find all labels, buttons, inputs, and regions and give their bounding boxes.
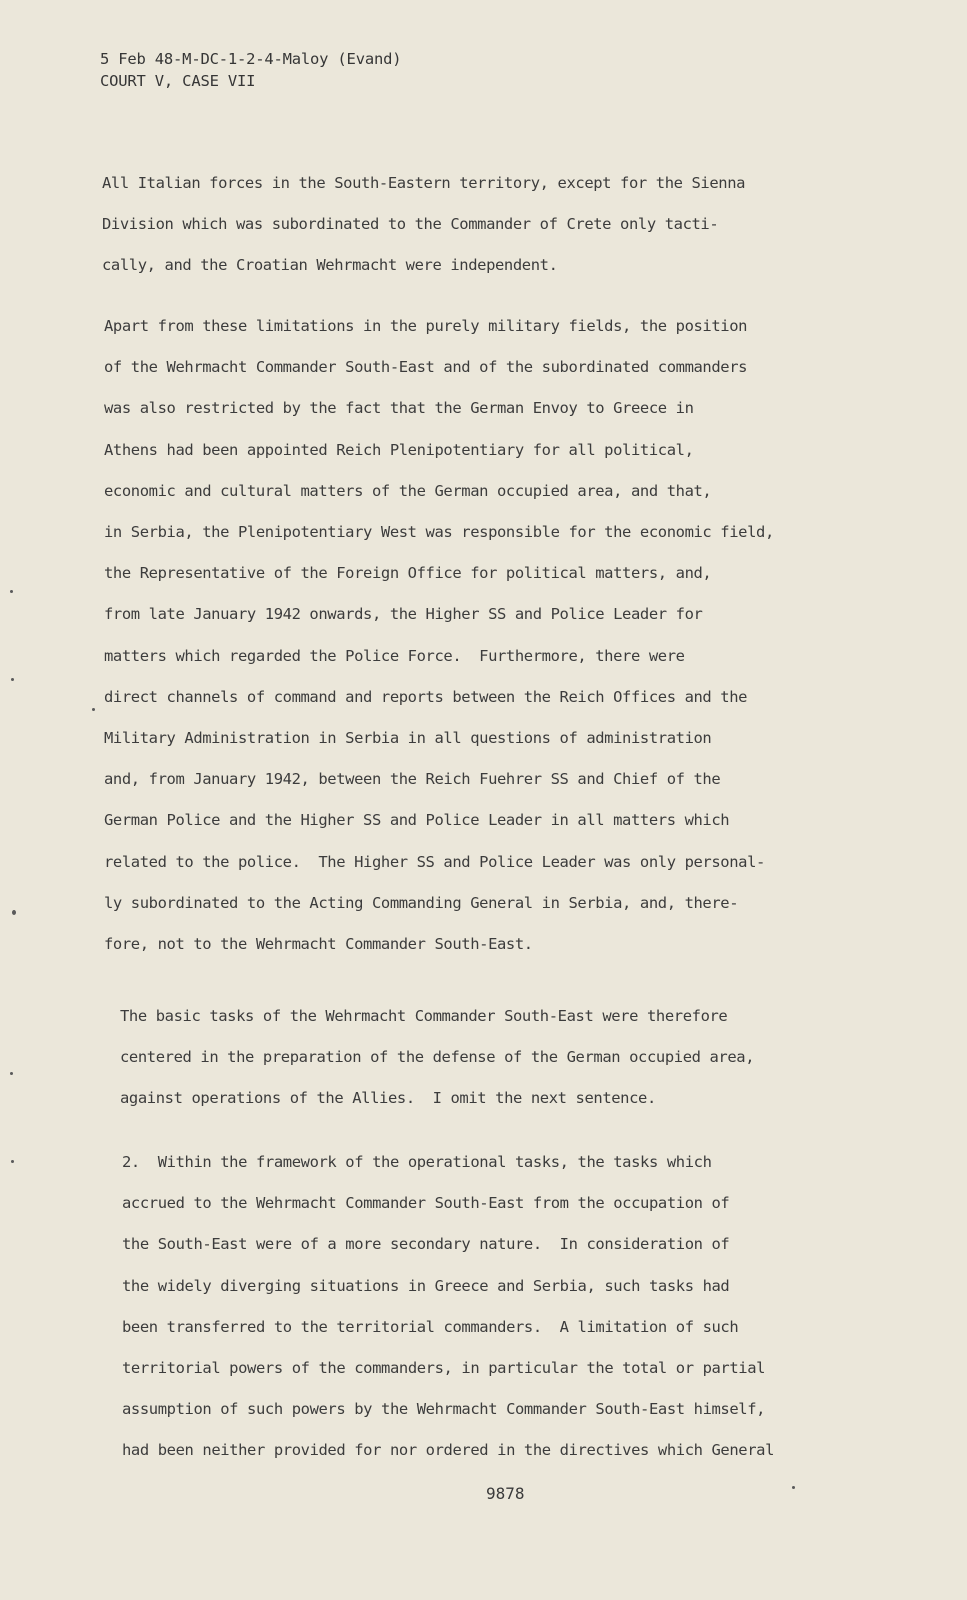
header-reference-line: 5 Feb 48-M-DC-1-2-4-Maloy (Evand) [100,50,402,68]
text-line: been transferred to the territorial commanders. A limitation of such [122,1317,739,1336]
margin-speck [11,678,14,681]
text-line: of the Wehrmacht Commander South-East and of the subordinated commanders [104,358,748,377]
text-line: centered in the preparation of the defense of the German occupied area, [120,1048,755,1067]
text-line: Division which was subordinated to the Commander of Crete only tacti- [102,215,719,234]
text-line: accrued to the Wehrmacht Commander South-East from the occupation of [122,1194,730,1213]
text-line: cally, and the Croatian Wehrmacht were independent. [102,256,558,275]
margin-speck [11,1160,14,1163]
paragraph-limitations [104,306,894,965]
text-line: the South-East were of a more secondary nature. In consideration of [122,1235,730,1254]
text-line: economic and cultural matters of the German occupied area, and that, [104,481,712,500]
page-number: 9878 [486,1484,525,1503]
text-line: the Representative of the Foreign Office for political matters, and, [104,564,712,583]
text-line: All Italian forces in the South-Eastern territory, except for the Sienna [102,174,746,192]
margin-speck [92,708,95,711]
margin-speck [792,1486,795,1489]
header-court-case-line: COURT V, CASE VII [100,72,256,90]
text-line: ly subordinated to the Acting Commanding General in Serbia, and, there- [104,893,739,912]
paragraph-italian-forces [102,163,892,287]
paragraph-section-2 [122,1142,912,1472]
text-line: The basic tasks of the Wehrmacht Commander South-East were therefore [120,1007,728,1025]
margin-speck [10,590,13,593]
text-line: related to the police. The Higher SS and Police Leader was only personal- [104,852,765,871]
text-line: and, from January 1942, between the Reich Fuehrer SS and Chief of the [104,770,721,789]
text-line: assumption of such powers by the Wehrmacht Commander South-East himself, [122,1400,766,1419]
document-header [100,48,401,92]
text-line: fore, not to the Wehrmacht Commander South-East. [104,935,533,954]
text-line: German Police and the Higher SS and Police Leader in all matters which [104,811,730,830]
text-line: the widely diverging situations in Greece and Serbia, such tasks had [122,1276,730,1295]
margin-speck [12,910,16,915]
text-line: against operations of the Allies. I omit the next sentence. [120,1089,656,1108]
text-line: 2. Within the framework of the operational tasks, the tasks which [122,1153,712,1171]
text-line: had been neither provided for nor ordered in the directives which General [122,1441,775,1460]
text-line: Athens had been appointed Reich Plenipotentiary for all political, [104,440,694,459]
text-line: from late January 1942 onwards, the Higher SS and Police Leader for [104,605,703,624]
text-line: direct channels of command and reports between the Reich Offices and the [104,687,748,706]
text-line: matters which regarded the Police Force. Furthermore, there were [104,646,685,665]
text-line: was also restricted by the fact that the German Envoy to Greece in [104,399,694,418]
margin-speck [10,1072,13,1075]
paragraph-basic-tasks [120,996,910,1120]
text-line: Apart from these limitations in the purely military fields, the position [104,317,748,335]
text-line: territorial powers of the commanders, in particular the total or partial [122,1359,766,1378]
text-line: Military Administration in Serbia in all questions of administration [104,729,712,748]
text-line: in Serbia, the Plenipotentiary West was responsible for the economic field, [104,523,774,542]
